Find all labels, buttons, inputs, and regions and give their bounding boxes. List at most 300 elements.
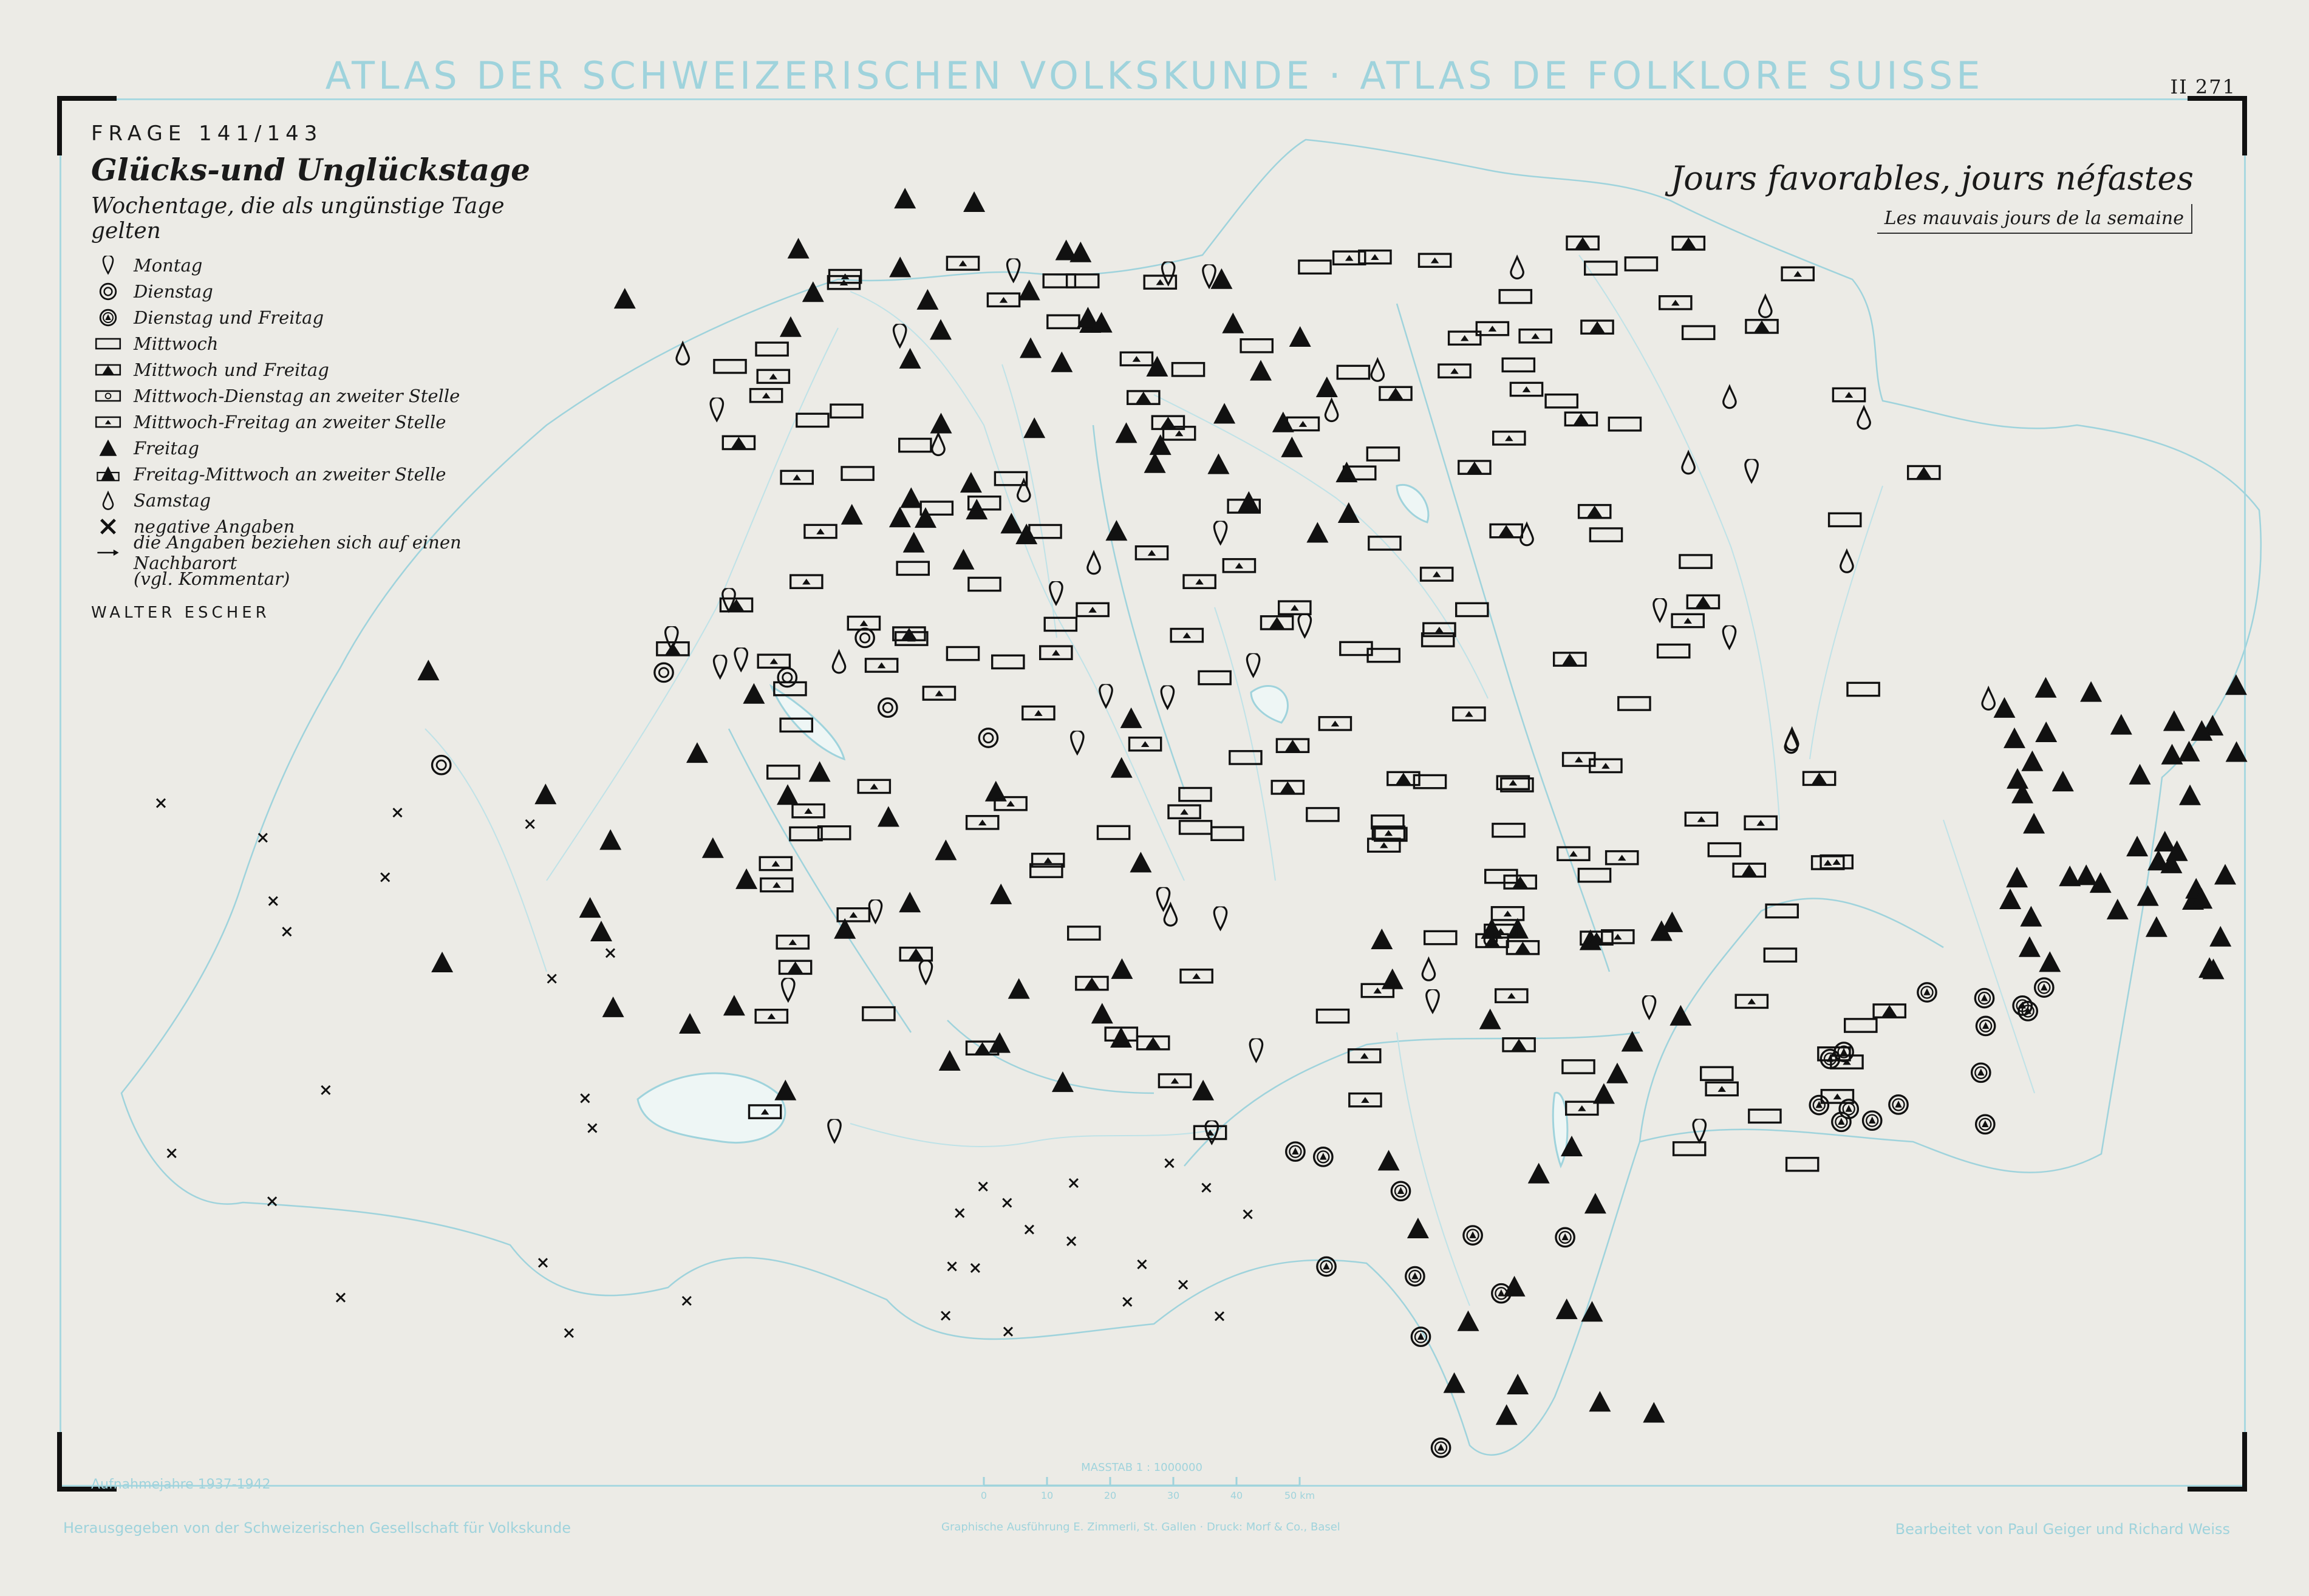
map-symbol-mittwoch: [1212, 827, 1243, 840]
map-symbol-freitag: [1150, 434, 1172, 455]
map-symbol-montag: [1643, 995, 1655, 1018]
map-symbol-dienstag-freitag: [1840, 1100, 1858, 1118]
map-symbol-montag: [782, 978, 794, 1001]
map-symbol-freitag: [1643, 1402, 1665, 1423]
map-symbol-mittwoch-freitag: [1581, 321, 1613, 333]
map-symbol-mittwoch-freitag: [1261, 616, 1293, 629]
map-symbol-freitag: [2019, 936, 2041, 957]
map-symbol-freitag: [1023, 417, 1045, 438]
map-symbol-mittwoch-freitag2: [1181, 970, 1212, 983]
map-symbol-freitag: [590, 921, 612, 941]
map-symbol-mittwoch: [1829, 513, 1861, 526]
map-symbol-mittwoch-freitag2: [781, 471, 813, 483]
map-symbol-freitag: [602, 997, 624, 1017]
dienstag-freitag-icon: [91, 305, 128, 330]
map-symbol-freitag: [1338, 502, 1360, 523]
map-symbol-mittwoch-freitag: [1804, 772, 1835, 785]
map-symbol-freitag: [2110, 714, 2132, 735]
map-symbol-montag: [1100, 684, 1112, 707]
map-symbol-freitag: [1052, 1071, 1074, 1092]
dienstag-icon: [91, 279, 128, 304]
map-symbol-freitag: [1272, 412, 1294, 432]
map-symbol-mittwoch-freitag2: [1492, 907, 1523, 920]
map-symbol-freitag: [878, 806, 899, 827]
map-symbol-freitag: [915, 507, 936, 528]
samstag-icon: [91, 488, 128, 513]
map-symbol-negative: [1067, 1237, 1076, 1246]
map-symbol-freitag: [1144, 452, 1166, 473]
map-symbol-mittwoch: [863, 1008, 895, 1020]
map-symbol-dienstag: [856, 629, 874, 647]
map-symbol-freitag: [1316, 377, 1338, 397]
legend-label: Freitag: [134, 437, 199, 459]
map-symbol-mittwoch-freitag: [1137, 1037, 1169, 1049]
map-symbol-freitag: [2179, 785, 2201, 805]
map-symbol-dienstag-freitag: [1976, 1115, 1994, 1133]
map-symbol-negative: [336, 1294, 345, 1302]
sheet-number: II 271: [2170, 75, 2236, 98]
publisher-credit: Herausgegeben von der Schweizerischen Gesellschaft für Volkskunde: [63, 1519, 571, 1536]
legend-label: negative Angaben: [134, 516, 295, 537]
map-symbol-mittwoch-freitag2: [858, 780, 890, 793]
map-symbol-freitag: [916, 289, 938, 310]
map-symbol-mittwoch-freitag2: [967, 816, 998, 829]
map-symbol-montag: [869, 899, 881, 922]
map-symbol-mittwoch: [1317, 1009, 1348, 1022]
map-symbol-mittwoch: [897, 562, 929, 575]
map-symbol-montag: [1007, 258, 1019, 281]
map-symbol-samstag: [1325, 400, 1337, 421]
map-symbol-mittwoch-freitag2: [1519, 330, 1551, 343]
map-symbol-dienstag: [879, 698, 897, 717]
map-symbol-freitag: [930, 413, 952, 434]
legend-label: Dienstag und Freitag: [134, 307, 324, 328]
map-symbol-negative: [282, 927, 291, 936]
map-symbol-freitag: [1584, 1193, 1606, 1213]
legend-label: Mittwoch-Dienstag an zweiter Stelle: [134, 385, 460, 406]
map-symbol-freitag: [2107, 899, 2129, 919]
map-symbol-mittwoch-freitag2: [1184, 575, 1215, 588]
map-symbol-mittwoch: [790, 827, 822, 840]
map-symbol-mittwoch-freitag2: [1660, 296, 1691, 309]
map-symbol-freitag: [1281, 437, 1303, 457]
map-symbol-freitag: [774, 1080, 796, 1100]
map-symbol-mittwoch-freitag2: [1421, 568, 1453, 581]
legend-item-montag: [91, 252, 553, 278]
map-symbol-montag: [1745, 459, 1758, 482]
scale-label: MASSTAB 1 : 1000000: [1081, 1461, 1202, 1474]
map-symbol-mittwoch-freitag2: [1821, 856, 1852, 868]
legend-item-mittwoch-dienstag2: [91, 383, 553, 409]
map-symbol-freitag: [2226, 742, 2248, 762]
map-symbol-freitag: [1528, 1163, 1550, 1184]
map-symbol-negative: [1025, 1226, 1034, 1234]
map-symbol-freitag: [935, 839, 957, 860]
map-symbol-samstag: [1724, 386, 1736, 408]
map-symbol-mittwoch: [992, 655, 1024, 668]
map-symbol-mittwoch-freitag2: [1782, 267, 1813, 280]
map-symbol-mittwoch-freitag2: [761, 878, 793, 891]
map-symbol-freitag: [2146, 916, 2167, 937]
map-symbol-mittwoch-freitag2: [1136, 547, 1167, 559]
map-symbol-freitag: [2004, 728, 2025, 748]
map-symbol-freitag: [1120, 708, 1142, 728]
map-symbol-mittwoch-freitag: [1874, 1004, 1905, 1017]
map-symbol-montag: [711, 397, 723, 420]
map-symbol-freitag: [1051, 352, 1073, 372]
map-symbol-samstag: [1018, 480, 1030, 501]
map-symbol-mittwoch: [842, 467, 873, 480]
map-symbol-mittwoch-freitag2: [757, 370, 789, 383]
map-symbol-mittwoch-freitag2: [1419, 254, 1451, 267]
map-symbol-mittwoch: [1674, 1142, 1705, 1155]
map-symbol-mittwoch-freitag: [1567, 236, 1598, 249]
map-symbol-mittwoch-freitag: [1459, 461, 1490, 474]
map-symbol-freitag: [2161, 744, 2183, 765]
map-symbol-negative: [157, 799, 165, 807]
map-symbol-freitag: [1670, 1005, 1691, 1026]
legend-label: Montag: [134, 254, 203, 276]
map-symbol-mittwoch: [1609, 418, 1640, 431]
map-symbol-mittwoch-freitag2: [866, 659, 898, 672]
map-symbol-mittwoch-freitag: [1503, 1038, 1535, 1051]
map-symbol-mittwoch: [899, 438, 931, 451]
map-symbol-mittwoch-freitag: [1565, 412, 1597, 425]
map-symbol-freitag: [1556, 1298, 1578, 1319]
map-symbol-freitag: [1371, 929, 1393, 949]
map-symbol-mittwoch-freitag2: [987, 293, 1019, 306]
map-symbol-freitag: [1589, 1391, 1611, 1411]
map-symbol-mittwoch-freitag: [1746, 320, 1778, 333]
map-symbol-freitag: [903, 532, 925, 553]
map-symbol-mittwoch: [1618, 697, 1650, 710]
map-symbol-montag: [1157, 887, 1169, 910]
map-symbol-negative: [259, 833, 267, 842]
map-symbol-mittwoch: [768, 766, 799, 779]
map-symbol-freitag: [723, 995, 745, 1015]
map-symbol-negative: [321, 1086, 330, 1094]
map-symbol-freitag: [1110, 1027, 1132, 1048]
map-symbol-mittwoch-freitag2: [758, 655, 790, 667]
map-symbol-mittwoch: [831, 404, 862, 417]
map-symbol-montag: [1693, 1119, 1705, 1142]
map-legend: [91, 121, 553, 622]
map-symbol-freitag: [1458, 1311, 1479, 1331]
map-symbol-mittwoch-freitag2: [1606, 851, 1638, 864]
map-symbol-dienstag-freitag: [1889, 1096, 1908, 1114]
map-symbol-mittwoch-freitag2: [1349, 1049, 1380, 1062]
map-symbol-negative: [1202, 1184, 1210, 1192]
map-symbol-mittwoch: [1787, 1158, 1818, 1171]
map-symbol-mittwoch-freitag: [1277, 739, 1308, 752]
map-symbol-montag: [1161, 685, 1173, 708]
scale-tick-label: 30: [1167, 1490, 1180, 1501]
map-symbol-mittwoch-freitag: [1272, 781, 1303, 794]
map-title-french: Jours favorables, jours néfastes: [1670, 159, 2194, 197]
map-symbol-freitag: [702, 837, 724, 858]
map-symbol-samstag: [1858, 408, 1870, 429]
map-symbol-samstag: [1982, 688, 1994, 709]
map-symbol-freitag: [1479, 1009, 1501, 1029]
map-symbol-mittwoch: [1299, 261, 1331, 273]
map-symbol-negative: [581, 1094, 589, 1102]
map-symbol-negative: [979, 1182, 987, 1191]
map-symbol-freitag: [2075, 864, 2097, 885]
map-symbol-freitag: [2225, 674, 2247, 695]
map-symbol-freitag: [2052, 771, 2074, 791]
map-symbol-mittwoch-freitag: [1380, 387, 1411, 400]
survey-years: Aufnahmejahre 1937-1942: [91, 1477, 271, 1492]
editors-credit: Bearbeitet von Paul Geiger und Richard Weiss: [1895, 1521, 2230, 1538]
map-symbol-montag: [1427, 989, 1439, 1012]
legend-item-mittwoch: [91, 330, 553, 356]
map-symbol-samstag: [1371, 360, 1383, 381]
map-symbol-montag: [1214, 520, 1226, 544]
map-symbol-negative: [381, 873, 389, 882]
freitag-mittwoch2-icon: [91, 462, 128, 486]
map-symbol-dienstag-freitag: [1317, 1257, 1335, 1275]
map-symbol-mittwoch-freitag2: [1120, 352, 1152, 365]
map-symbol-mittwoch-freitag2: [1130, 738, 1161, 751]
map-symbol-mittwoch-freitag: [1673, 237, 1704, 250]
printer-credit: Graphische Ausführung E. Zimmerli, St. Gallen · Druck: Morf & Co., Basel: [941, 1521, 1340, 1533]
freitag-icon: [91, 436, 128, 460]
map-symbol-montag: [1162, 261, 1174, 284]
map-symbol-mittwoch-freitag2: [751, 389, 782, 402]
map-symbol-freitag: [2006, 867, 2028, 887]
map-symbol-freitag: [1507, 1374, 1529, 1394]
map-symbol-mittwoch: [1546, 395, 1577, 408]
map-symbol-mittwoch: [1179, 788, 1211, 800]
map-symbol-mittwoch-freitag2: [1168, 805, 1200, 818]
map-symbol-negative: [168, 1149, 176, 1158]
map-symbol-freitag: [1056, 240, 1077, 261]
map-symbol-mittwoch: [1029, 525, 1061, 537]
map-symbol-mittwoch: [1048, 315, 1079, 328]
map-symbol-mittwoch-freitag2: [777, 936, 808, 949]
map-symbol-mittwoch: [1563, 1060, 1594, 1073]
map-symbol-dienstag-freitag: [1556, 1228, 1574, 1246]
map-symbol-mittwoch: [1068, 927, 1100, 940]
scale-tick-label: 20: [1103, 1490, 1117, 1501]
map-symbol-negative: [1003, 1199, 1011, 1207]
map-symbol-mittwoch: [1585, 262, 1617, 275]
map-symbol-freitag: [963, 191, 985, 212]
map-symbol-mittwoch-freitag2: [1279, 601, 1311, 614]
map-symbol-freitag: [599, 829, 621, 850]
map-symbol-freitag: [1378, 1150, 1400, 1170]
map-symbol-freitag: [780, 316, 802, 337]
map-symbol-samstag: [1759, 296, 1772, 317]
map-symbol-mittwoch: [1199, 671, 1230, 684]
map-symbol-negative: [1069, 1179, 1078, 1187]
mittwoch-dienstag2-icon: [91, 384, 128, 408]
map-symbol-mittwoch: [1172, 363, 1204, 376]
map-symbol-dienstag-freitag: [1810, 1096, 1828, 1114]
map-symbol-mittwoch-freitag2: [1023, 706, 1054, 719]
map-symbol-freitag: [1008, 978, 1030, 999]
map-symbol-freitag: [2080, 681, 2102, 702]
map-symbol-freitag: [1111, 757, 1133, 778]
legend-label: Mittwoch: [134, 333, 219, 354]
map-symbol-dienstag: [432, 756, 451, 774]
legend-item-dienstag: [91, 278, 553, 304]
map-symbol-mittwoch-freitag: [1490, 524, 1522, 537]
map-symbol-freitag: [1289, 326, 1311, 347]
map-symbol-freitag: [777, 784, 799, 805]
map-symbol-freitag: [2021, 751, 2043, 771]
map-symbol-mittwoch-freitag: [1554, 653, 1586, 666]
map-symbol-mittwoch: [756, 343, 788, 355]
map-symbol-freitag: [985, 781, 1007, 802]
legend-item-mittwoch-freitag2: [91, 409, 553, 435]
map-symbol-negative: [548, 975, 556, 983]
map-symbol-mittwoch-freitag2: [1453, 708, 1485, 720]
map-symbol-mittwoch: [1367, 448, 1399, 460]
map-symbol-mittwoch-freitag: [1579, 505, 1611, 518]
negative-icon: [91, 514, 128, 539]
question-number: FRAGE 141/143: [91, 121, 323, 146]
map-symbol-montag: [1247, 653, 1259, 676]
legend-label: (vgl. Kommentar): [134, 568, 290, 589]
map-symbol-dienstag-freitag: [1406, 1267, 1424, 1285]
map-symbol-freitag: [2023, 813, 2045, 834]
map-symbol-samstag: [1164, 904, 1176, 926]
map-symbol-freitag: [1091, 1003, 1113, 1023]
map-symbol-negative: [971, 1264, 980, 1272]
map-symbol-mittwoch: [1499, 290, 1531, 303]
legend-item-dienstag-freitag: [91, 304, 553, 330]
map-subtitle-german: Wochentage, die als ungünstige Tage gelten: [91, 194, 505, 244]
scale-tick-label: 40: [1230, 1490, 1243, 1501]
map-symbol-mittwoch: [797, 414, 828, 426]
map-symbol-mittwoch-freitag2: [1510, 383, 1542, 395]
map-symbol-negative: [588, 1124, 596, 1133]
map-symbol-freitag: [2126, 836, 2148, 856]
map-symbol-freitag: [1994, 697, 2016, 718]
map-symbol-freitag: [939, 1050, 961, 1071]
map-symbol-mittwoch: [1241, 339, 1272, 352]
mittwoch-icon: [91, 332, 128, 356]
map-symbol-mittwoch: [1847, 683, 1879, 695]
map-symbol-mittwoch: [819, 827, 850, 839]
map-symbol-freitag: [894, 188, 916, 208]
map-symbol-negative: [948, 1262, 957, 1270]
legend-label: Dienstag: [134, 281, 213, 302]
map-symbol-mittwoch-freitag2: [1745, 816, 1776, 829]
map-title-german: Glücks-und Unglückstage: [91, 152, 530, 188]
map-symbol-dienstag-freitag: [1286, 1142, 1305, 1161]
map-symbol-samstag: [1422, 959, 1434, 980]
map-symbol-freitag: [889, 257, 911, 278]
map-subtitle-french: Les mauvais jours de la semaine: [1877, 204, 2192, 234]
map-symbol-freitag: [1407, 1218, 1429, 1238]
map-symbol-dienstag-freitag: [1411, 1328, 1430, 1346]
legend-label: Samstag: [134, 489, 211, 511]
map-symbol-freitag: [788, 238, 810, 259]
map-symbol-mittwoch-freitag2: [947, 257, 978, 270]
map-symbol-negative: [683, 1297, 691, 1305]
atlas-title: ATLAS DER SCHWEIZERISCHEN VOLKSKUNDE · ATLAS DE FOLKLORE SUISSE: [325, 53, 1984, 98]
map-symbol-dienstag-freitag: [2019, 1002, 2037, 1020]
map-symbol-freitag: [2020, 906, 2042, 927]
map-symbol-freitag: [2129, 764, 2151, 785]
map-symbol-freitag: [1020, 338, 1042, 358]
map-symbol-freitag: [2035, 721, 2057, 742]
map-symbol-mittwoch: [1307, 808, 1339, 821]
map-symbol-mittwoch-freitag2: [755, 1010, 787, 1023]
map-symbol-montag: [1654, 598, 1666, 621]
map-symbol-freitag: [1111, 958, 1133, 979]
map-symbol-dienstag-freitag: [1492, 1284, 1510, 1303]
map-symbol-freitag: [841, 504, 863, 525]
legend-item-arrow: [91, 531, 553, 573]
legend-label: Mittwoch und Freitag: [134, 359, 329, 380]
map-symbol-freitag: [679, 1013, 701, 1034]
map-symbol-mittwoch: [1230, 751, 1261, 764]
map-symbol-freitag: [1192, 1080, 1214, 1100]
montag-icon: [91, 253, 128, 278]
map-symbol-mittwoch-freitag2: [793, 805, 824, 817]
scale-bar: [981, 1461, 1315, 1501]
none-icon: [91, 567, 128, 591]
map-symbol-mittwoch-freitag: [1733, 864, 1765, 876]
map-symbol-negative: [394, 808, 402, 817]
map-symbol-freitag: [2154, 831, 2176, 851]
map-symbol-freitag: [1496, 1404, 1518, 1425]
map-symbol-freitag: [2214, 864, 2236, 885]
author-name: WALTER ESCHER: [91, 604, 270, 622]
map-symbol-negative: [1215, 1312, 1224, 1320]
map-symbol-freitag: [686, 742, 708, 763]
map-symbol-freitag: [2035, 677, 2057, 698]
map-symbol-freitag: [2163, 711, 2185, 731]
map-symbol-mittwoch-freitag2: [1077, 603, 1108, 616]
map-symbol-montag: [919, 960, 932, 983]
map-symbol-negative: [955, 1209, 964, 1217]
map-symbol-freitag: [2137, 885, 2159, 906]
map-symbol-negative: [606, 949, 615, 957]
map-symbol-freitag: [900, 487, 922, 508]
map-symbol-samstag: [833, 652, 845, 673]
map-symbol-mittwoch-freitag2: [1439, 364, 1470, 377]
scale-tick-label: 10: [1040, 1490, 1054, 1501]
map-symbol-mittwoch: [1456, 603, 1488, 616]
map-symbol-dienstag-freitag: [1431, 1439, 1450, 1457]
arrow-icon: [91, 541, 128, 565]
map-symbol-dienstag-freitag: [1975, 989, 1993, 1007]
map-symbol-negative: [1004, 1328, 1012, 1336]
legend-item-freitag-mittwoch2: [91, 461, 553, 487]
map-symbol-negative: [539, 1258, 547, 1267]
map-symbol-samstag: [932, 434, 944, 455]
map-symbol-mittwoch-freitag2: [837, 909, 869, 921]
map-symbol-mittwoch-freitag2: [923, 687, 955, 700]
map-symbol-mittwoch-freitag2: [1319, 717, 1351, 730]
map-symbol-dienstag-freitag: [1464, 1226, 1482, 1244]
map-symbol-mittwoch-freitag2: [1558, 847, 1589, 860]
map-symbol-mittwoch: [1625, 257, 1657, 270]
map-symbol-mittwoch-freitag2: [1685, 813, 1717, 825]
map-symbol-mittwoch-freitag2: [1833, 388, 1864, 401]
map-symbol-mittwoch-freitag2: [760, 857, 791, 870]
map-symbol-negative: [1137, 1260, 1146, 1269]
map-symbol-dienstag-freitag: [1976, 1017, 1994, 1035]
map-symbol-freitag: [2039, 951, 2061, 972]
map-symbol-mittwoch-freitag: [1908, 466, 1940, 479]
map-symbol-freitag: [743, 683, 765, 704]
map-symbol-freitag: [1222, 313, 1244, 333]
